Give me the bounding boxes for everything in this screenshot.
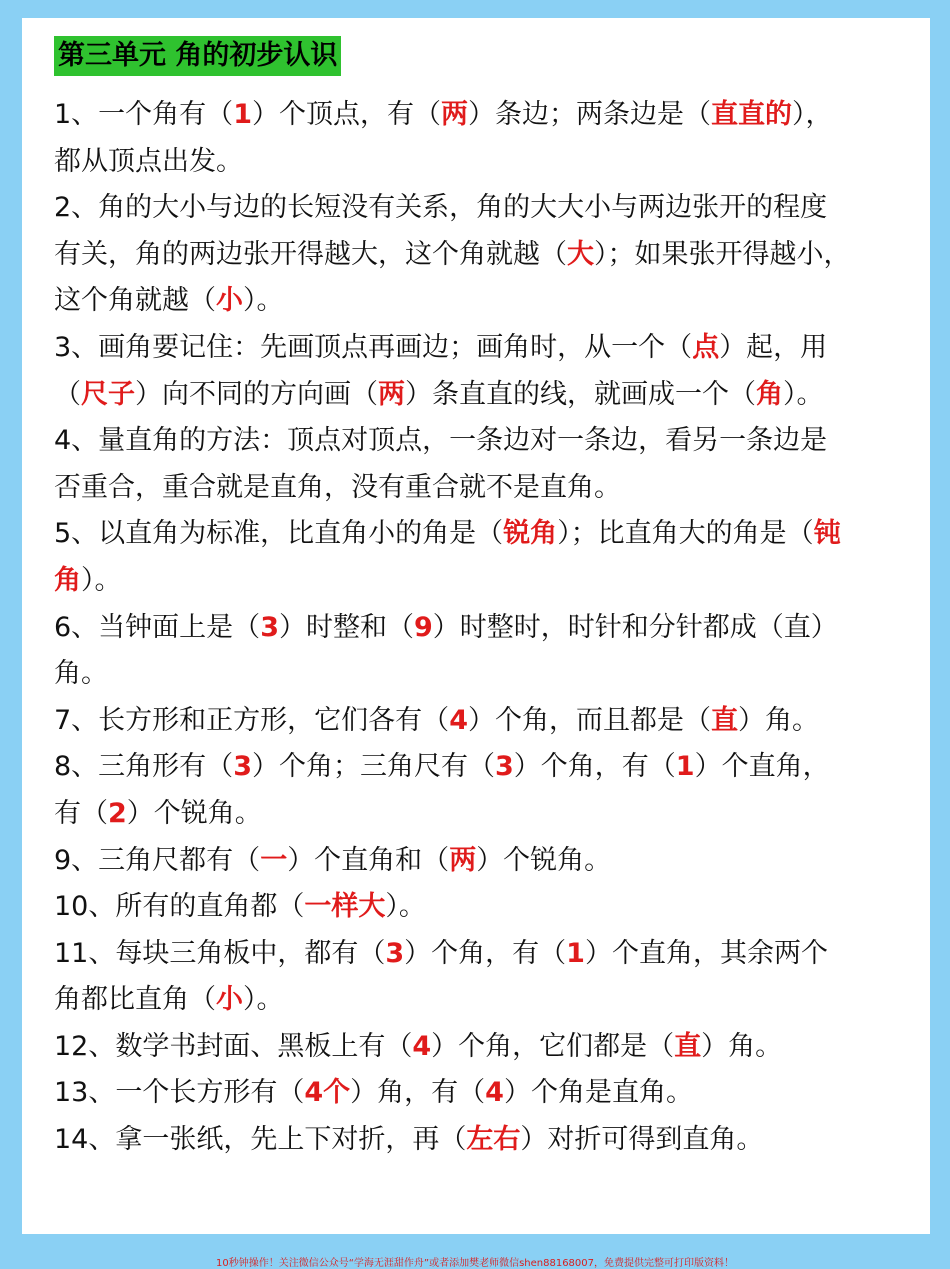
statement-text: 7、长方形和正方形，它们各有（ <box>54 704 450 736</box>
answer-text: 钝角 <box>54 518 841 596</box>
statement-text: ）个直角，有（ <box>54 751 830 829</box>
answer-text: 4个 <box>304 1077 351 1109</box>
statement-text: ）个角，有（ <box>513 751 676 783</box>
statement-text: 11、每块三角板中，都有（ <box>54 937 386 969</box>
statement-text: 12、数学书封面、黑板上有（ <box>54 1030 413 1062</box>
answer-text: 角 <box>756 378 783 410</box>
knowledge-item-14 <box>54 1117 854 1164</box>
knowledge-item-4 <box>54 418 854 511</box>
answer-text: 1 <box>233 99 252 130</box>
statement-text: ）角。 <box>737 704 819 736</box>
answer-text: 3 <box>260 611 279 643</box>
statement-text: ）。 <box>783 378 824 410</box>
statement-text: ）角。 <box>701 1030 783 1062</box>
statement-text: 14、拿一张纸，先上下对折，再（ <box>54 1124 467 1156</box>
answer-text: 一 <box>260 844 288 876</box>
answer-text: 两 <box>378 378 405 410</box>
statement-text: ）个角，有（ <box>404 937 567 969</box>
answer-text: 锐角 <box>503 518 558 550</box>
answer-text: 一样大 <box>304 891 386 923</box>
statement-text: ）个锐角。 <box>476 844 612 876</box>
answer-text: 9 <box>413 611 433 643</box>
answer-text: 直 <box>710 704 738 736</box>
knowledge-item-5 <box>54 511 854 604</box>
footer-notice: 10秒钟操作！关注微信公众号“学海无涯甜作舟”或者添加樊老师微信shen88168007，免费提供完整可打印版资料！ <box>215 1258 735 1269</box>
statement-text: 2、角的大小与边的长短没有关系，角的大大小与两边张开的程度有关，角的两边张开得越大，这个角就越（ <box>54 192 828 270</box>
knowledge-item-6 <box>54 605 854 698</box>
statement-text: ）。 <box>81 564 122 596</box>
statement-text: 3、画角要记住：先画顶点再画边；画角时，从一个（ <box>54 331 693 363</box>
answer-text: 1 <box>675 751 695 783</box>
statement-text: ）起，用（ <box>54 331 828 410</box>
statement-text: 4、量直角的方法：顶点对顶点，一条边对一条边，看另一条边是否重合，重合就是直角，没有重合就不是直角。 <box>54 425 828 503</box>
answer-text: 3 <box>494 751 514 783</box>
statement-text: ）向不同的方向画（ <box>135 378 378 410</box>
statement-text: 10、所有的直角都（ <box>54 891 305 923</box>
statement-text: 9、三角尺都有（ <box>54 844 261 876</box>
knowledge-item-10 <box>54 884 854 931</box>
answer-text: 小 <box>216 984 243 1016</box>
answer-text: 1 <box>566 937 585 969</box>
knowledge-item-3 <box>54 325 854 418</box>
answer-text: 大 <box>567 238 594 270</box>
answer-text: 直 <box>674 1030 702 1062</box>
answer-text: 3 <box>233 751 252 783</box>
answer-text: 4 <box>449 704 468 736</box>
answer-text: 小 <box>216 285 243 317</box>
statement-text: ）个直角和（ <box>287 844 450 876</box>
knowledge-item-7 <box>54 698 854 745</box>
statement-text: ）个直角，其余两个角都比直角（ <box>54 937 828 1016</box>
statement-text: ）时整和（ <box>278 611 414 643</box>
statement-text: ）。 <box>385 891 426 923</box>
statement-text: ）对折可得到直角。 <box>520 1124 764 1156</box>
knowledge-item-9 <box>54 838 854 885</box>
answer-text: 尺子 <box>81 378 135 410</box>
unit-title: 第三单元 角的初步认识 <box>54 36 341 76</box>
statement-text: ）个角，它们都是（ <box>431 1030 675 1062</box>
knowledge-item-11 <box>54 931 854 1024</box>
statement-text: ）。 <box>243 285 284 317</box>
knowledge-item-1 <box>54 92 854 185</box>
statement-text: 1、一个角有（ <box>54 99 234 130</box>
knowledge-point-list <box>54 92 854 1164</box>
answer-text: 4 <box>412 1030 432 1062</box>
knowledge-item-2 <box>54 185 854 325</box>
statement-text: 8、三角形有（ <box>54 751 234 783</box>
statement-text: ）条直直的线，就画成一个（ <box>405 378 756 410</box>
statement-text: ）个角；三角尺有（ <box>251 751 495 783</box>
statement-text: 6、当钟面上是（ <box>54 611 261 643</box>
statement-text: 13、一个长方形有（ <box>54 1077 305 1109</box>
statement-text: ）。 <box>243 984 284 1016</box>
answer-text: 点 <box>692 331 720 363</box>
statement-text: ）个角是直角。 <box>503 1077 693 1109</box>
answer-text: 左右 <box>466 1124 521 1156</box>
answer-text: 3 <box>385 937 405 969</box>
answer-text: 4 <box>485 1077 504 1109</box>
statement-text: ）条边；两条边是（ <box>467 99 711 130</box>
statement-text: ），都从顶点出发。 <box>54 99 833 177</box>
answer-text: 两 <box>440 99 468 130</box>
statement-text: ）个角，而且都是（ <box>467 704 711 736</box>
statement-text: ）；比直角大的角是（ <box>557 518 814 550</box>
knowledge-item-12 <box>54 1024 854 1071</box>
statement-text: ）角，有（ <box>350 1077 486 1109</box>
statement-text: ）个锐角。 <box>126 797 262 829</box>
answer-text: 两 <box>449 844 477 876</box>
statement-text: ）个顶点，有（ <box>251 99 441 130</box>
statement-text: 5、以直角为标准，比直角小的角是（ <box>54 518 504 550</box>
statement-text: ）时整时，时针和分针都成（直）角。 <box>54 611 838 690</box>
knowledge-item-13 <box>54 1070 854 1117</box>
knowledge-item-8 <box>54 744 854 837</box>
answer-text: 2 <box>108 797 127 829</box>
statement-text: ）；如果张开得越小，这个角就越（ <box>54 238 851 317</box>
answer-text: 直直的 <box>710 99 792 130</box>
